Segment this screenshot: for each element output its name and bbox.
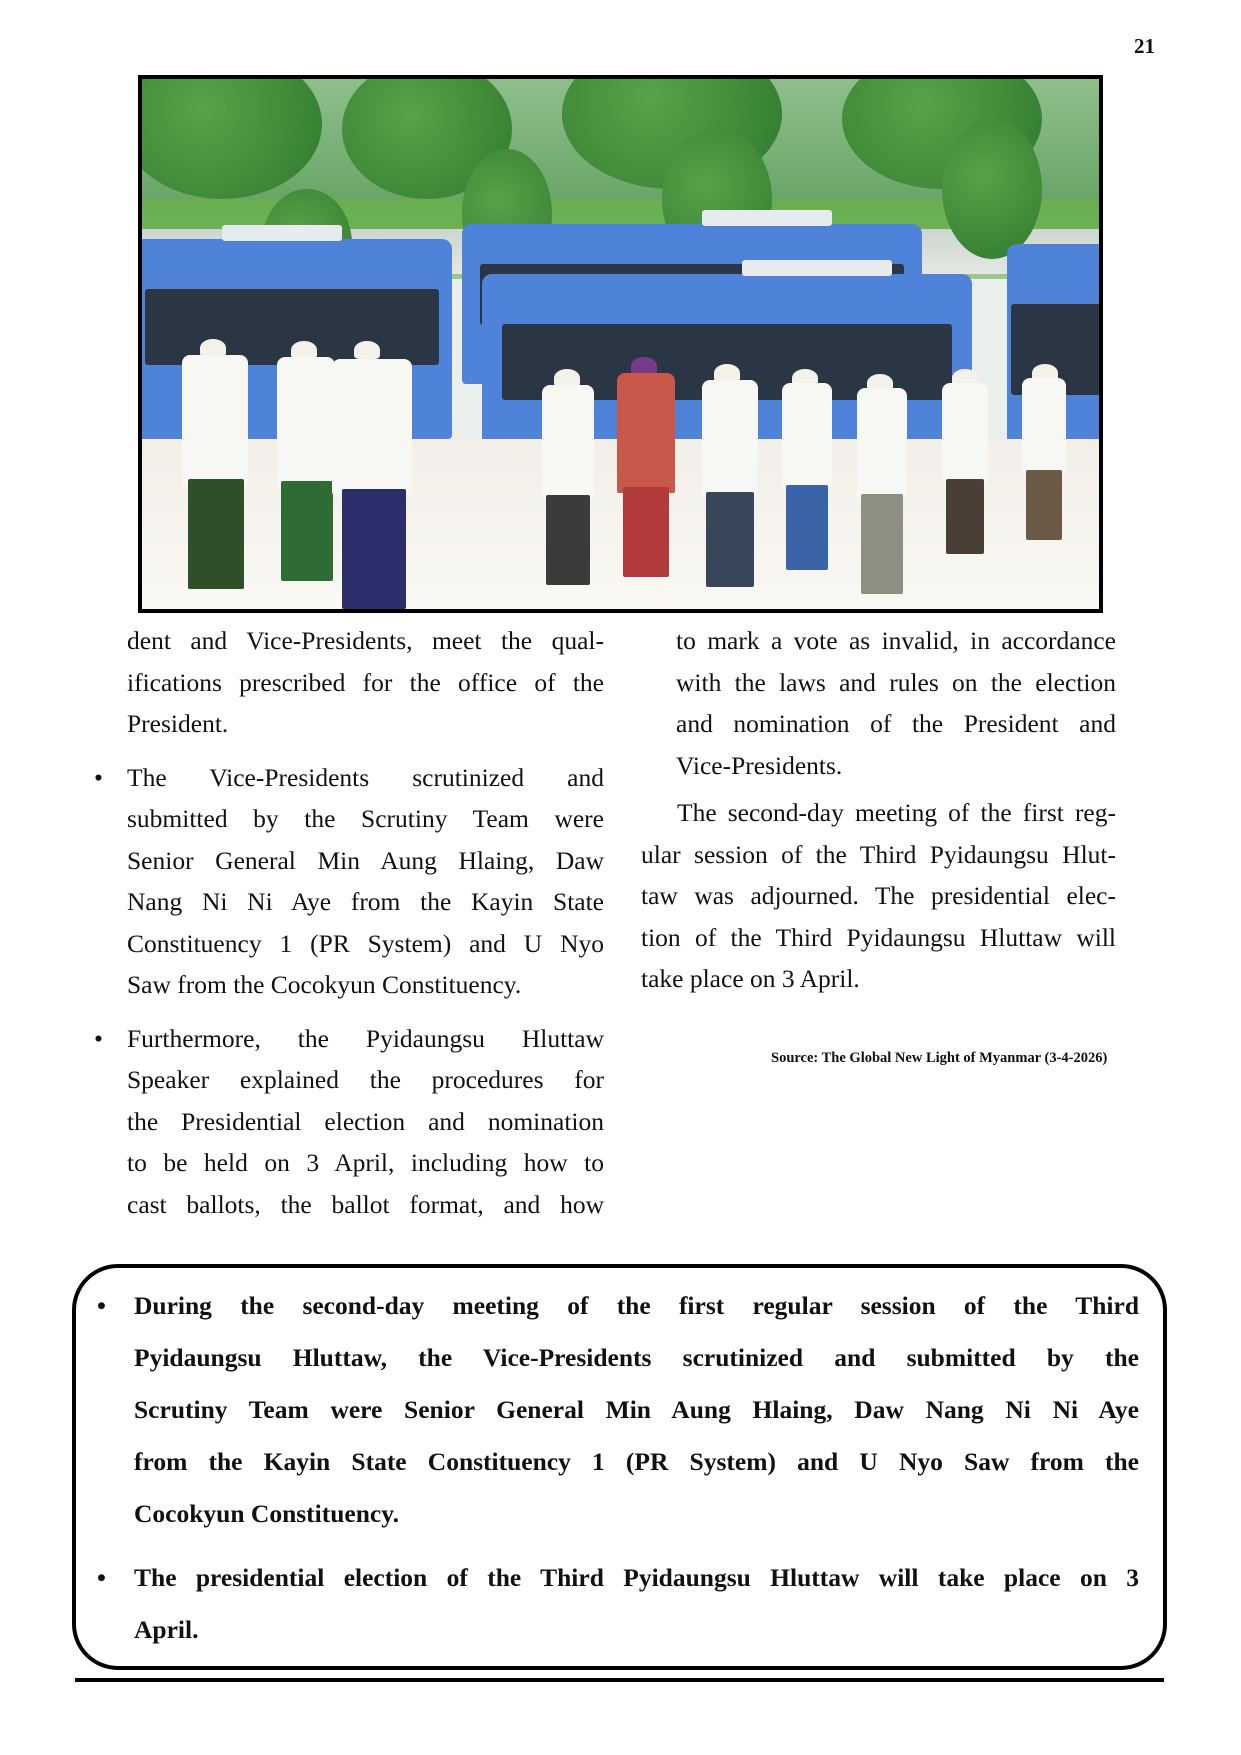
text-line: from the Kayin State Constituency 1 (PR System) and U Nyo Saw from the [134, 1447, 1139, 1476]
summary-list [97, 1280, 1139, 1656]
continuation-paragraph [127, 620, 604, 745]
text-line: The Vice-Presidents scrutinized and [127, 762, 604, 792]
source-citation: Source: The Global New Light of Myanmar (3-4-2026) [771, 1050, 1108, 1066]
page-number: 21 [1134, 34, 1155, 58]
text-line: dent and Vice-Presidents, meet the qual- [127, 626, 604, 655]
text-line: April. [134, 1615, 199, 1644]
text-line: The second-day meeting of the first reg- [677, 798, 1116, 827]
text-line: ular session of the Third Pyidaungsu Hlut- [641, 839, 1116, 869]
bullet-icon: • [97, 1291, 106, 1320]
text-line: and nomination of the President and [676, 709, 1116, 738]
text-line: Senior General Min Aung Hlaing, Daw [127, 845, 604, 875]
text-line: tion of the Third Pyidaungsu Hluttaw will [641, 922, 1116, 952]
summary-item [97, 1280, 1139, 1540]
bullet-icon: • [94, 1023, 103, 1053]
text-line: Speaker explained the procedures for [127, 1065, 604, 1094]
bottom-rule [75, 1678, 1164, 1682]
text-line: Scrutiny Team were Senior General Min Aung Hlaing, Daw Nang Ni Ni Aye [134, 1395, 1139, 1424]
text-line: During the second-day meeting of the first regular session of the Third [134, 1291, 1139, 1320]
text-line: Vice-Presidents. [676, 750, 843, 780]
bullet-icon: • [97, 1563, 106, 1592]
text-line: Constituency 1 (PR System) and U Nyo [127, 928, 604, 958]
summary-box [72, 1264, 1167, 1670]
bullet-item-procedures [94, 1018, 604, 1226]
text-line: Furthermore, the Pyidaungsu Hluttaw [127, 1023, 604, 1053]
text-line: cast ballots, the ballot format, and how [127, 1189, 604, 1219]
adjournment-paragraph [641, 792, 1116, 1000]
right-column [641, 620, 1116, 1000]
text-line: Saw from the Cocokyun Constituency. [127, 970, 522, 999]
text-line: to mark a vote as invalid, in accordance [676, 626, 1116, 655]
text-line: Nang Ni Ni Aye from the Kayin State [127, 887, 604, 916]
text-line: to be held on 3 April, including how to [127, 1148, 604, 1177]
text-line: Cocokyun Constituency. [134, 1499, 399, 1528]
summary-item [97, 1552, 1139, 1656]
text-line: submitted by the Scrutiny Team were [127, 804, 604, 833]
bullet-icon: • [94, 762, 103, 792]
text-line: the Presidential election and nomination [127, 1106, 604, 1136]
continuation-paragraph [641, 620, 1116, 786]
text-line: The presidential election of the Third Pyidaungsu Hluttaw will take place on 3 [134, 1563, 1139, 1592]
photo-palm [942, 119, 1042, 259]
news-photo [138, 75, 1103, 613]
text-line: ifications prescribed for the office of the [127, 667, 604, 697]
text-line: with the laws and rules on the election [676, 667, 1116, 697]
text-line: take place on 3 April. [641, 964, 860, 993]
text-line: Pyidaungsu Hluttaw, the Vice-Presidents scrutinized and submitted by the [134, 1343, 1139, 1372]
text-line: President. [127, 709, 229, 738]
bullet-item-vice-presidents [94, 757, 604, 1006]
text-line: taw was adjourned. The presidential elec- [641, 881, 1116, 910]
left-column [94, 620, 604, 1225]
